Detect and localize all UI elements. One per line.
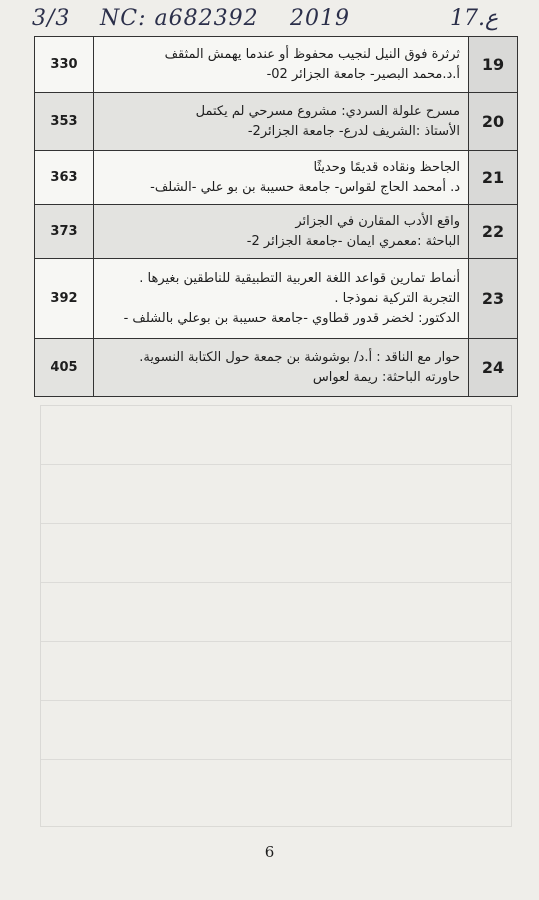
title-cell [94, 205, 469, 259]
handwritten-annotation [0, 2, 539, 36]
table-row [35, 205, 518, 259]
entry-line: واقع الأدب المقارن في الجزائر [295, 213, 460, 229]
row-number-cell: 19 [469, 37, 518, 93]
row-number-cell: 20 [469, 93, 518, 151]
entry-line: الدكتور: لخضر قدور قطاوي -جامعة حسيبة بن بوعلي بالشلف - [123, 310, 460, 326]
entry-line: التجربة التركية نموذجا . [334, 290, 460, 306]
row-number-cell: 22 [469, 205, 518, 259]
title-cell [94, 151, 469, 205]
table-row [35, 93, 518, 151]
page-cell: 353 [35, 93, 94, 151]
row-number-cell: 23 [469, 259, 518, 339]
table-row [35, 37, 518, 93]
table-row [35, 339, 518, 397]
page-cell: 330 [35, 37, 94, 93]
row-number-cell: 21 [469, 151, 518, 205]
page-cell: 405 [35, 339, 94, 397]
page-cell: 373 [35, 205, 94, 259]
table-row [35, 151, 518, 205]
entry-line: الأستاذ :الشريف لدرع- جامعة الجزائر2- [247, 123, 460, 139]
page-number: 6 [264, 843, 275, 861]
entry-line: حوار مع الناقد : أ.د/ بوشوشة بن جمعة حول الكتابة النسوية. [139, 349, 460, 365]
entry-line: أنماط تمارين قواعد اللغة العربية التطبيقية للناطقين بغيرها . [139, 270, 460, 286]
page-cell: 363 [35, 151, 94, 205]
table-row [35, 259, 518, 339]
page-cell: 392 [35, 259, 94, 339]
handwritten-code: NC: a682392 [100, 6, 259, 31]
entry-line: ثرثرة فوق النيل لنجيب محفوظ أو عندما يهمش المثقف [164, 46, 460, 62]
handwritten-fraction: 3/3 [32, 6, 71, 31]
handwritten-year: 2019 [290, 6, 350, 31]
entry-line: الباحثة :معمري ايمان -جامعة الجزائر 2- [246, 233, 460, 249]
title-cell [94, 37, 469, 93]
title-cell [94, 259, 469, 339]
entry-line: حاورته الباحثة: ريمة لعواس [312, 369, 460, 385]
table-of-contents [34, 36, 518, 397]
title-cell [94, 93, 469, 151]
handwritten-reference: 17.ع [450, 6, 499, 31]
entry-line: مسرح علولة السردي: مشروع مسرحي لم يكتمل [195, 103, 460, 119]
bleed-through-background [40, 405, 512, 827]
entry-line: أ.د.محمد البصير- جامعة الجزائر 02- [266, 66, 460, 82]
entry-line: الجاحظ ونقاده قديمًا وحديثًا [313, 159, 460, 175]
entry-line: د. أمحمد الحاج لقواس- جامعة حسيبة بن بو علي -الشلف- [150, 179, 460, 195]
row-number-cell: 24 [469, 339, 518, 397]
title-cell [94, 339, 469, 397]
